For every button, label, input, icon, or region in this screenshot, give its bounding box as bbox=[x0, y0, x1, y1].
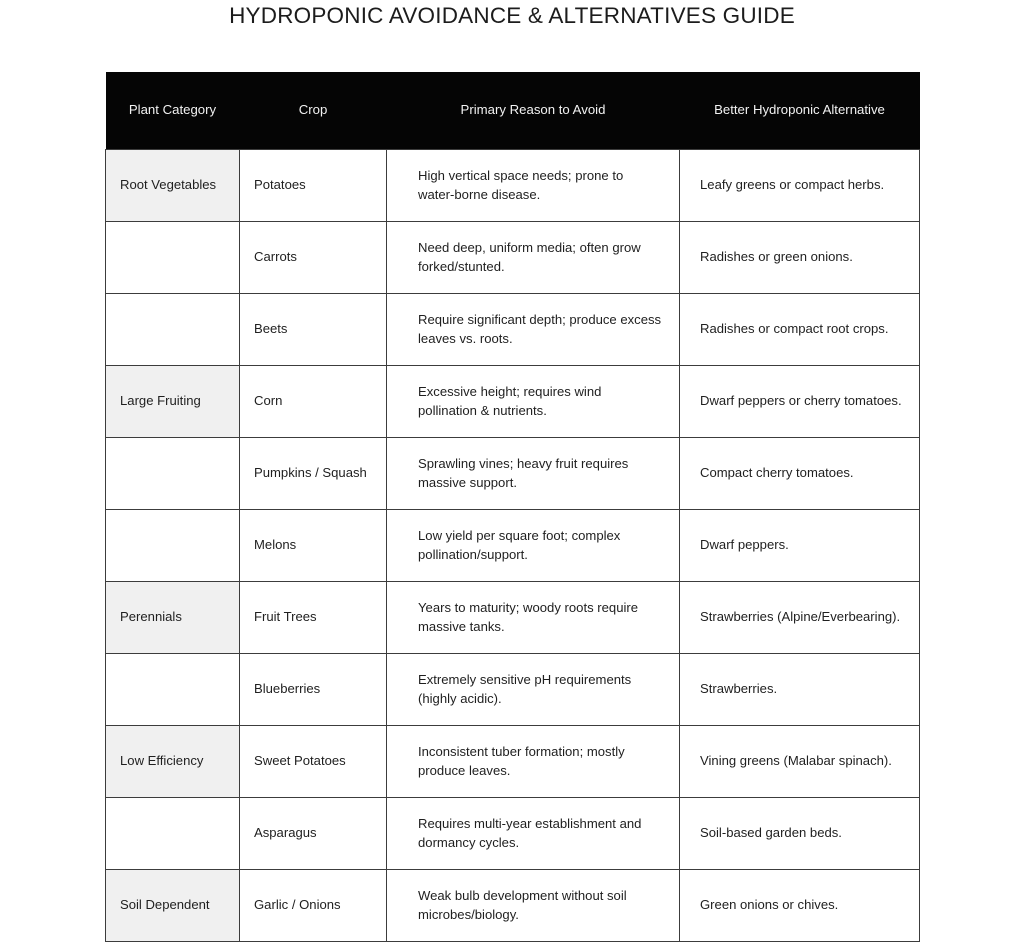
cell-primary-reason: Requires multi-year establishment and dormancy cycles. bbox=[387, 798, 680, 870]
table-row bbox=[106, 366, 920, 438]
table-header bbox=[106, 72, 920, 150]
table-row bbox=[106, 222, 920, 294]
table-row bbox=[106, 798, 920, 870]
cell-primary-reason: Low yield per square foot; complex pollination/support. bbox=[387, 510, 680, 582]
cell-plant-category bbox=[106, 222, 240, 294]
cell-better-alternative: Dwarf peppers. bbox=[680, 510, 920, 582]
cell-crop: Pumpkins / Squash bbox=[240, 438, 387, 510]
cell-plant-category: Perennials bbox=[106, 582, 240, 654]
cell-primary-reason: Inconsistent tuber formation; mostly produce leaves. bbox=[387, 726, 680, 798]
cell-better-alternative: Radishes or compact root crops. bbox=[680, 294, 920, 366]
cell-primary-reason: Excessive height; requires wind pollination & nutrients. bbox=[387, 366, 680, 438]
column-header-better-alternative: Better Hydroponic Alternative bbox=[680, 72, 920, 150]
cell-plant-category bbox=[106, 798, 240, 870]
cell-crop: Garlic / Onions bbox=[240, 870, 387, 942]
cell-plant-category bbox=[106, 654, 240, 726]
cell-better-alternative: Leafy greens or compact herbs. bbox=[680, 150, 920, 222]
cell-plant-category bbox=[106, 510, 240, 582]
cell-crop: Carrots bbox=[240, 222, 387, 294]
cell-primary-reason: High vertical space needs; prone to water-borne disease. bbox=[387, 150, 680, 222]
cell-primary-reason: Sprawling vines; heavy fruit requires massive support. bbox=[387, 438, 680, 510]
cell-primary-reason: Need deep, uniform media; often grow forked/stunted. bbox=[387, 222, 680, 294]
table-row bbox=[106, 726, 920, 798]
cell-plant-category: Root Vegetables bbox=[106, 150, 240, 222]
hydroponic-avoidance-table bbox=[105, 72, 920, 942]
cell-crop: Corn bbox=[240, 366, 387, 438]
table-row bbox=[106, 294, 920, 366]
cell-plant-category bbox=[106, 438, 240, 510]
cell-plant-category: Soil Dependent bbox=[106, 870, 240, 942]
cell-primary-reason: Extremely sensitive pH requirements (highly acidic). bbox=[387, 654, 680, 726]
cell-crop: Sweet Potatoes bbox=[240, 726, 387, 798]
cell-crop: Asparagus bbox=[240, 798, 387, 870]
cell-plant-category: Low Efficiency bbox=[106, 726, 240, 798]
cell-better-alternative: Radishes or green onions. bbox=[680, 222, 920, 294]
cell-better-alternative: Soil-based garden beds. bbox=[680, 798, 920, 870]
cell-better-alternative: Strawberries. bbox=[680, 654, 920, 726]
cell-crop: Melons bbox=[240, 510, 387, 582]
table-row bbox=[106, 510, 920, 582]
table-row bbox=[106, 150, 920, 222]
table-row bbox=[106, 582, 920, 654]
cell-primary-reason: Weak bulb development without soil microbes/biology. bbox=[387, 870, 680, 942]
table-row bbox=[106, 870, 920, 942]
column-header-primary-reason: Primary Reason to Avoid bbox=[387, 72, 680, 150]
table-row bbox=[106, 438, 920, 510]
table-row bbox=[106, 654, 920, 726]
cell-plant-category bbox=[106, 294, 240, 366]
cell-better-alternative: Vining greens (Malabar spinach). bbox=[680, 726, 920, 798]
cell-better-alternative: Compact cherry tomatoes. bbox=[680, 438, 920, 510]
cell-crop: Fruit Trees bbox=[240, 582, 387, 654]
cell-plant-category: Large Fruiting bbox=[106, 366, 240, 438]
cell-primary-reason: Years to maturity; woody roots require massive tanks. bbox=[387, 582, 680, 654]
page-title: HYDROPONIC AVOIDANCE & ALTERNATIVES GUIDE bbox=[229, 3, 795, 28]
column-header-plant-category: Plant Category bbox=[106, 72, 240, 150]
cell-crop: Blueberries bbox=[240, 654, 387, 726]
cell-crop: Beets bbox=[240, 294, 387, 366]
cell-better-alternative: Dwarf peppers or cherry tomatoes. bbox=[680, 366, 920, 438]
cell-better-alternative: Strawberries (Alpine/Everbearing). bbox=[680, 582, 920, 654]
cell-primary-reason: Require significant depth; produce excess leaves vs. roots. bbox=[387, 294, 680, 366]
table-body bbox=[106, 150, 920, 942]
guide-table-container bbox=[105, 72, 919, 942]
column-header-crop: Crop bbox=[240, 72, 387, 150]
cell-crop: Potatoes bbox=[240, 150, 387, 222]
cell-better-alternative: Green onions or chives. bbox=[680, 870, 920, 942]
table-header-row bbox=[106, 72, 920, 150]
